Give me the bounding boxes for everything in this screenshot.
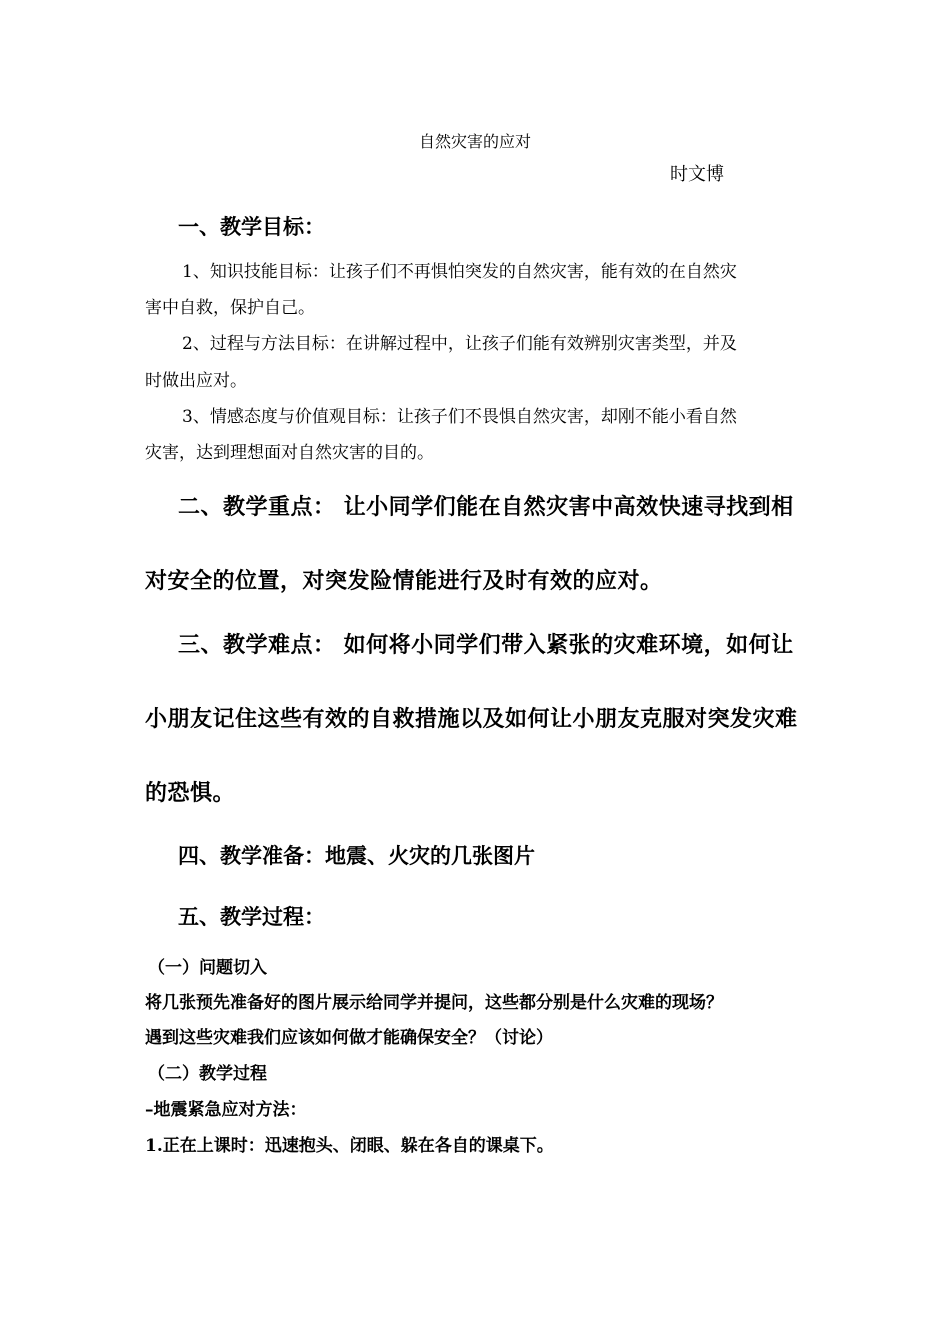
objective-3-line-1: 3、情感态度与价值观目标：让孩子们不畏惧自然灾害，却刚不能小看自然 [182,407,737,427]
difficulties-line-3: 的恐惧。 [145,780,236,806]
author-name: 时文博 [670,164,724,185]
key-points-line-2: 对安全的位置，对突发险情能进行及时有效的应对。 [145,568,663,594]
section-heading-process: 五、教学过程： [178,904,325,929]
key-points-line-1: 二、教学重点： 让小同学们能在自然灾害中高效快速寻找到相 [178,494,794,520]
difficulties-line-1: 三、教学难点： 如何将小同学们带入紧张的灾难环境，如何让 [178,632,794,658]
question-intro-line-1: 将几张预先准备好的图片展示给同学并提问，这些都分别是什么灾难的现场？ [145,993,723,1013]
earthquake-heading: –地震紧急应对方法： [145,1100,307,1120]
question-intro-line-2: 遇到这些灾难我们应该如何做才能确保安全？（讨论） [145,1028,553,1048]
objective-1-line-1: 1、知识技能目标：让孩子们不再惧怕突发的自然灾害，能有效的在自然灾 [182,262,737,282]
subsection-teaching-process: （二）教学过程 [148,1064,267,1084]
subsection-question-intro: （一）问题切入 [148,958,267,978]
document-title: 自然灾害的应对 [418,132,531,151]
objective-3-line-2: 灾害，达到理想面对自然灾害的目的。 [145,443,434,463]
objective-2-line-1: 2、过程与方法目标：在讲解过程中，让孩子们能有效辨别灾害类型，并及 [182,334,737,354]
preparation-line: 四、教学准备：地震、火灾的几张图片 [178,843,535,868]
section-heading-objectives: 一、教学目标： [178,214,325,239]
earthquake-step-1: 1.正在上课时：迅速抱头、闭眼、躲在各自的课桌下。 [145,1136,554,1156]
difficulties-line-2: 小朋友记住这些有效的自救措施以及如何让小朋友克服对突发灾难 [145,706,798,732]
objective-2-line-2: 时做出应对。 [145,371,247,391]
objective-1-line-2: 害中自救，保护自己。 [145,298,315,318]
